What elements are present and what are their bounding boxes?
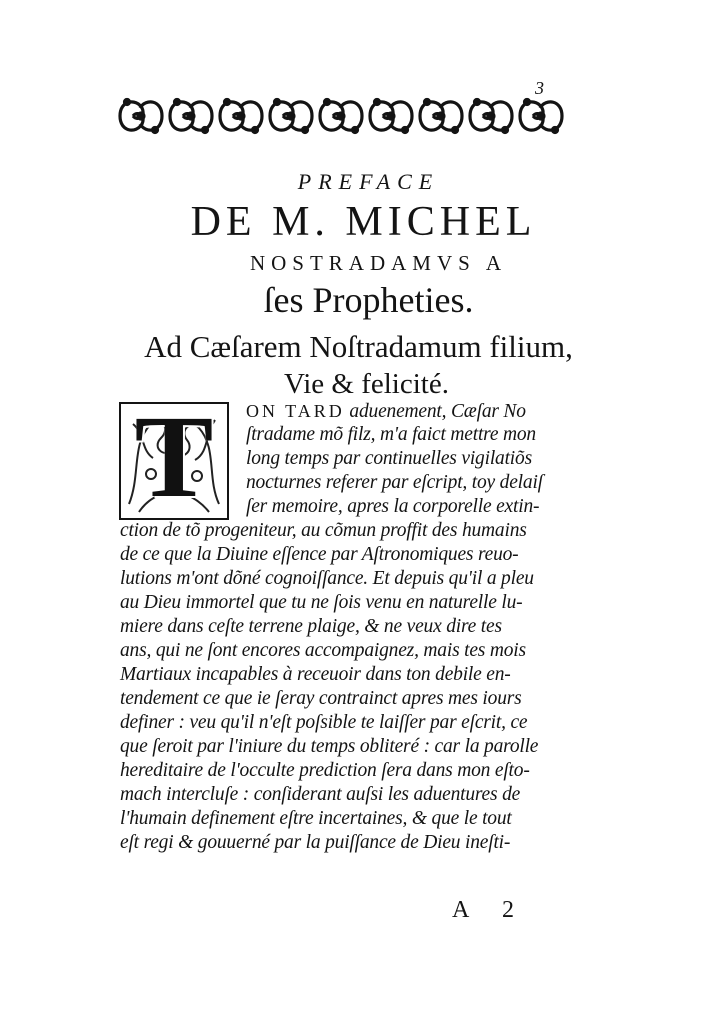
text-line: que ſeroit par l'iniure du temps obliteré : car la parolle bbox=[120, 736, 539, 757]
text-line: ſtradame mõ filz, m'a faict mettre mon bbox=[246, 424, 536, 445]
text-line: tendement ce que ie ſeray contrainct apres mes iours bbox=[120, 688, 522, 709]
text-line: long temps par continuelles vigilatiõs bbox=[246, 448, 532, 469]
text-line: definer : veu qu'il n'eſt poſsible te laiſſer par eſcrit, ce bbox=[120, 712, 528, 733]
text-line: ction de tõ progeniteur, au cõmun proffit des humains bbox=[120, 520, 527, 541]
dedication-line: Ad Cæſarem Noſtradamum filium, bbox=[144, 329, 573, 364]
ornamental-headband bbox=[116, 92, 576, 140]
page-number: 3 bbox=[535, 78, 544, 98]
text-line: nocturnes referer par eſcript, toy delaiſ bbox=[246, 472, 543, 493]
title-line-author: DE M. MICHEL bbox=[190, 199, 537, 245]
text-line: mach intercluſe : conſiderant auſsi les aduentures de bbox=[120, 784, 521, 805]
title-line-propheties: ſes Propheties. bbox=[263, 280, 474, 320]
title-line-surname: NOSTRADAMVS A bbox=[249, 251, 508, 275]
preface-title bbox=[0, 168, 707, 402]
dropcap-letter: T bbox=[134, 391, 214, 522]
text-line: lutions m'ont dõné cognoiſſance. Et depuis qu'il a pleu bbox=[120, 568, 534, 589]
decorated-initial bbox=[119, 391, 229, 522]
text-line: de ce que la Diuine eſſence par Aſtronomiques reuo- bbox=[120, 544, 519, 565]
text-line: au Dieu immortel que tu ne ſois venu en naturelle lu- bbox=[120, 592, 523, 613]
signature-mark: A 2 bbox=[452, 897, 529, 923]
text-line: Martiaux incapables à receuoir dans ton debile en- bbox=[120, 664, 511, 685]
text-line: ON TARD aduenement, Cæſar No bbox=[246, 401, 526, 422]
text-line: hereditaire de l'occulte prediction ſera dans mon eſto- bbox=[120, 760, 530, 781]
text-line: eſt regi & gouuerné par la puiſſance de Dieu ineſti- bbox=[120, 832, 511, 853]
text-line: l'humain definement eſtre incertaines, & que le tout bbox=[120, 808, 512, 829]
title-line-preface: PREFACE bbox=[297, 169, 440, 194]
greeting-line: Vie & felicité. bbox=[284, 368, 449, 400]
text-line: miere dans ceſte terrene plaige, & ne veux dire tes bbox=[120, 616, 502, 637]
text-line: ans, qui ne ſont encores accompaignez, mais tes mois bbox=[120, 640, 526, 661]
text-line: ſer memoire, apres la corporelle extin- bbox=[246, 496, 540, 517]
opening-words: ON TARD bbox=[246, 401, 345, 421]
